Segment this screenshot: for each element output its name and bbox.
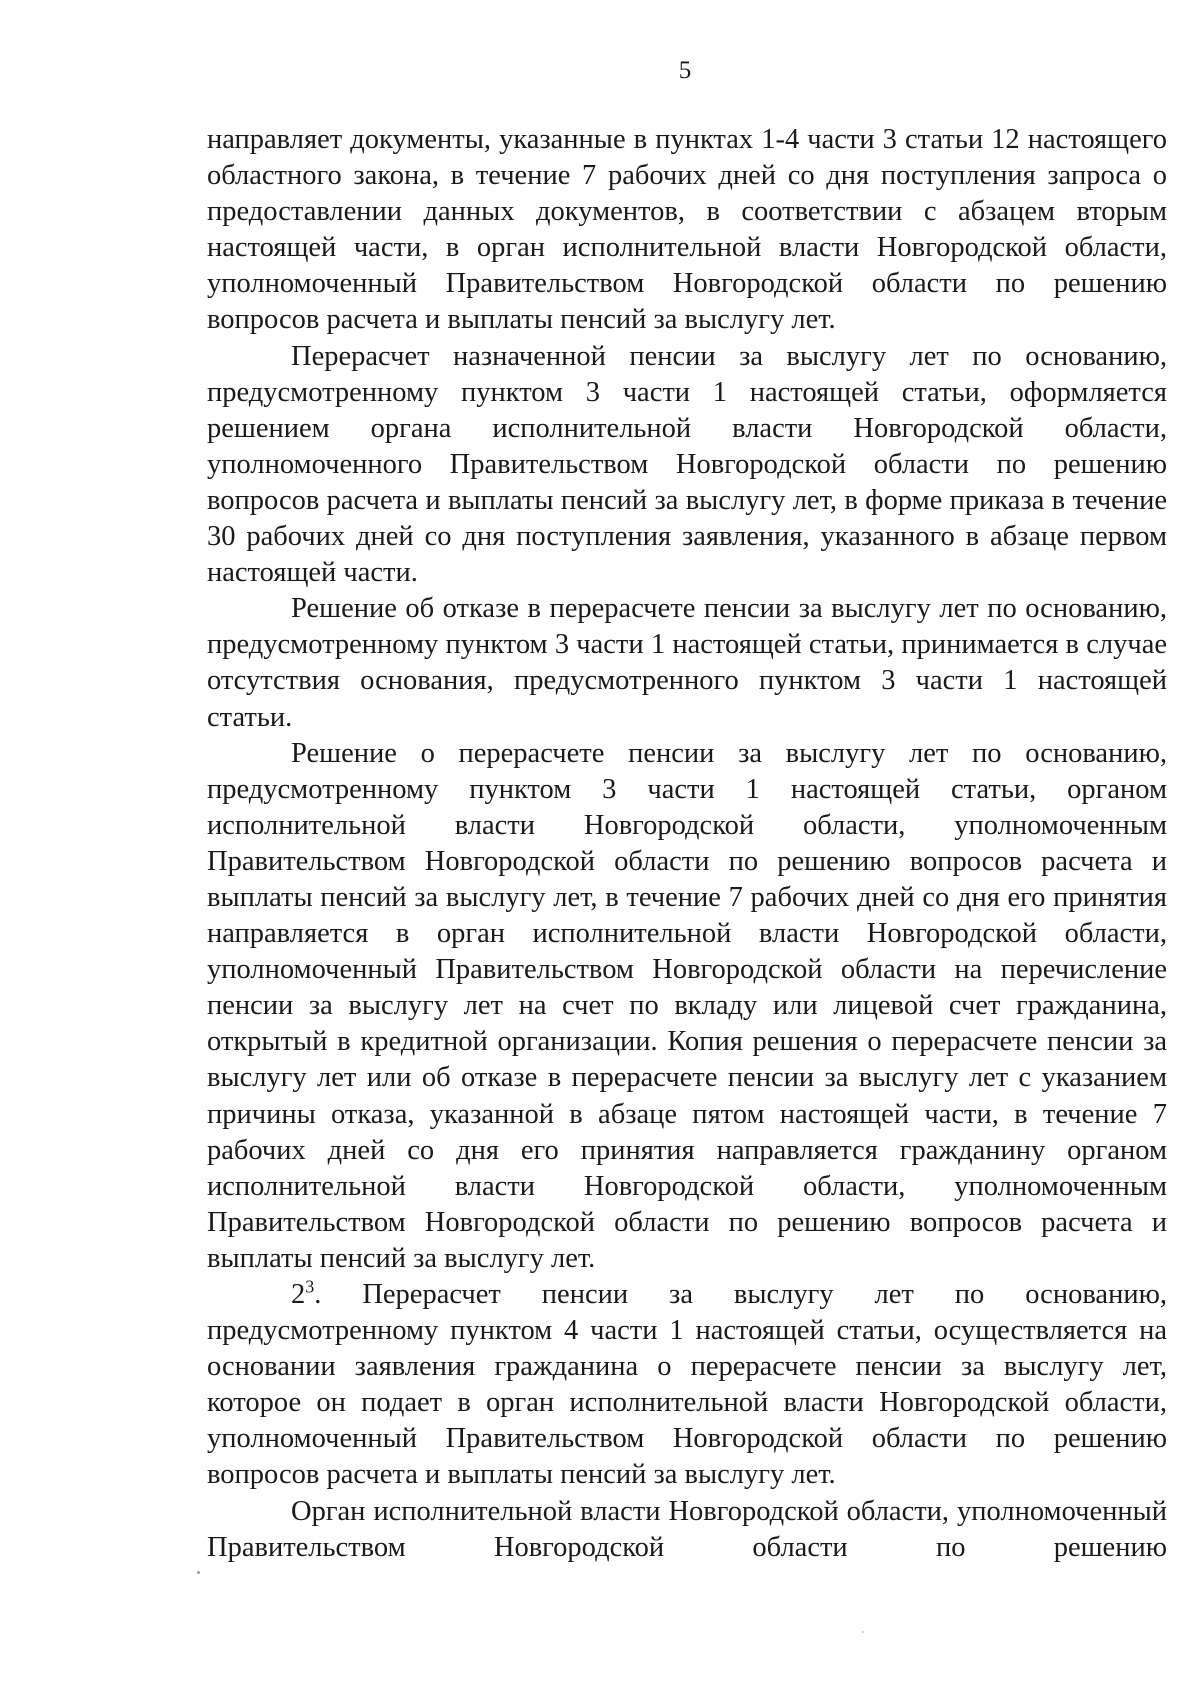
scan-artifact (197, 1571, 200, 1574)
section-2-3-text: Перерасчет пенсии за выслугу лет по основанию, предусмотренному пунктом 4 части 1 настоящей статьи, осуществляется на основании заявления гражданина о перерасчете пенсии за выслугу лет, которое он подает в орган исполнительной власти Новгородской области, уполномоченный Правительством Новгородской области по решению вопросов расчета и выплаты пенсий за выслугу лет. (207, 1279, 1167, 1491)
paragraph-section-2-3 (207, 1277, 1167, 1494)
paragraph-recalculation-decision: Перерасчет назначенной пенсии за выслугу лет по основанию, предусмотренному пунктом 3 части 1 настоящей статьи, оформляется решением органа исполнительной власти Новгородской области, уполномоченного Правительством Новгородской области по решению вопросов расчета и выплаты пенсий за выслугу лет, в форме приказа в течение 30 рабочих дней со дня поступления заявления, указанного в абзаце первом настоящей части. (207, 340, 1167, 589)
paragraph-decision-forwarding: Решение о перерасчете пенсии за выслугу лет по основанию, предусмотренному пунктом 3 части 1 настоящей статьи, органом исполнительной власти Новгородской области, уполномоченным Правительством Новгородской области по решению вопросов расчета и выплаты пенсий за выслугу лет, в течение 7 рабочих дней со дня его принятия направляется в орган исполнительной власти Новгородской области, уполномоченный Правительством Новгородской области на перечисление пенсии за выслугу лет на счет по вкладу или лицевой счет гражданина, открытый в кредитной организации. Копия решения о перерасчете пенсии за выслугу лет или об отказе в перерасчете пенсии за выслугу лет с указанием причины отказа, указанной в абзаце пятом настоящей части, в течение 7 рабочих дней со дня его принятия направляется гражданину органом исполнительной власти Новгородской области, уполномоченным Правительством Новгородской области по решению вопросов расчета и выплаты пенсий за выслугу лет. (207, 737, 1167, 1274)
document-body (207, 122, 1167, 1566)
paragraph-refusal-decision: Решение об отказе в перерасчете пенсии за выслугу лет по основанию, предусмотренному пунктом 3 части 1 настоящей статьи, принимается в случае отсутствия основания, предусмотренного пунктом 3 части 1 настоящей статьи. (207, 593, 1167, 733)
paragraph-continuation: направляет документы, указанные в пунктах 1-4 части 3 статьи 12 настоящего областного закона, в течение 7 рабочих дней со дня поступления запроса о предоставлении данных документов, в соответствии с абзацем вторым настоящей части, в орган исполнительной власти Новгородской области, уполномоченный Правительством Новгородской области по решению вопросов расчета и выплаты пенсий за выслугу лет. (207, 124, 1167, 336)
page-number: 5 (678, 57, 692, 84)
section-number: $2^3$. (291, 1276, 322, 1310)
scan-artifact (862, 1631, 864, 1633)
paragraph-final: Орган исполнительной власти Новгородской области, уполномоченный Правительством Новгородской области по решению (207, 1495, 1167, 1563)
